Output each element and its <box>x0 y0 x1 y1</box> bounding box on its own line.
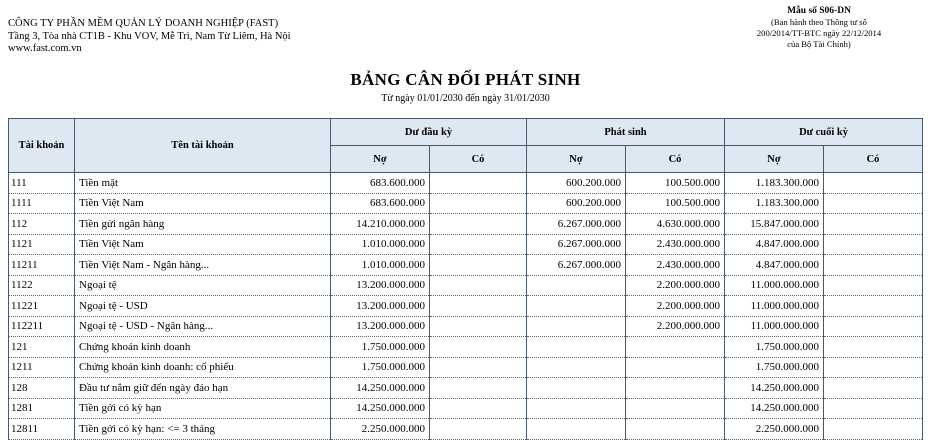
cell-closing-credit <box>824 193 923 214</box>
company-info <box>8 18 291 56</box>
cell-movement-credit: 100.500.000 <box>626 193 725 214</box>
cell-opening-credit <box>430 275 527 296</box>
cell-movement-credit <box>626 419 725 440</box>
cell-opening-debit: 14.210.000.000 <box>331 214 430 235</box>
cell-closing-credit <box>824 419 923 440</box>
cell-account: 1122 <box>9 275 75 296</box>
header-closing-balance[interactable]: Dư cuối kỳ <box>725 119 923 146</box>
cell-movement-credit: 2.200.000.000 <box>626 275 725 296</box>
cell-closing-debit: 1.183.300.000 <box>725 193 824 214</box>
cell-opening-debit: 14.250.000.000 <box>331 398 430 419</box>
cell-account: 12811 <box>9 419 75 440</box>
table-row[interactable] <box>9 296 923 317</box>
cell-opening-credit <box>430 234 527 255</box>
table-header <box>9 119 923 173</box>
header-movement-credit[interactable]: Có <box>626 146 725 173</box>
table-row[interactable] <box>9 234 923 255</box>
header-opening-credit[interactable]: Có <box>430 146 527 173</box>
cell-opening-debit: 14.250.000.000 <box>331 378 430 399</box>
table-row[interactable] <box>9 193 923 214</box>
cell-closing-debit: 14.250.000.000 <box>725 398 824 419</box>
cell-account-name: Chứng khoán kinh doanh: cổ phiếu <box>75 357 331 378</box>
cell-movement-debit <box>527 419 626 440</box>
balance-table <box>8 118 923 440</box>
cell-account: 1211 <box>9 357 75 378</box>
cell-movement-debit <box>527 316 626 337</box>
cell-account-name: Chứng khoán kinh doanh <box>75 337 331 358</box>
cell-movement-credit <box>626 357 725 378</box>
form-info <box>724 6 914 50</box>
table-row[interactable] <box>9 173 923 194</box>
cell-account-name: Ngoại tệ - USD <box>75 296 331 317</box>
cell-movement-credit: 2.430.000.000 <box>626 255 725 276</box>
cell-closing-debit: 2.250.000.000 <box>725 419 824 440</box>
cell-movement-debit: 6.267.000.000 <box>527 214 626 235</box>
cell-closing-debit: 11.000.000.000 <box>725 316 824 337</box>
cell-movement-debit <box>527 337 626 358</box>
cell-movement-debit <box>527 357 626 378</box>
cell-movement-debit: 6.267.000.000 <box>527 255 626 276</box>
cell-account: 112211 <box>9 316 75 337</box>
cell-closing-credit <box>824 378 923 399</box>
cell-account: 11211 <box>9 255 75 276</box>
form-line-1: (Ban hành theo Thông tư số <box>771 17 867 27</box>
cell-account: 1121 <box>9 234 75 255</box>
cell-account: 128 <box>9 378 75 399</box>
cell-movement-credit: 4.630.000.000 <box>626 214 725 235</box>
cell-movement-debit: 600.200.000 <box>527 173 626 194</box>
cell-account-name: Tiền gởi có kỳ hạn <box>75 398 331 419</box>
cell-account-name: Tiền Việt Nam <box>75 234 331 255</box>
cell-opening-credit <box>430 255 527 276</box>
table-body <box>9 173 923 440</box>
cell-opening-credit <box>430 357 527 378</box>
cell-closing-debit: 4.847.000.000 <box>725 255 824 276</box>
cell-closing-credit <box>824 398 923 419</box>
table-row[interactable] <box>9 337 923 358</box>
cell-movement-credit <box>626 378 725 399</box>
cell-closing-debit: 4.847.000.000 <box>725 234 824 255</box>
cell-closing-credit <box>824 316 923 337</box>
cell-account: 121 <box>9 337 75 358</box>
cell-opening-debit: 1.010.000.000 <box>331 234 430 255</box>
header-closing-credit[interactable]: Có <box>824 146 923 173</box>
cell-opening-credit <box>430 296 527 317</box>
table-row[interactable] <box>9 357 923 378</box>
cell-closing-credit <box>824 275 923 296</box>
report-period: Từ ngày 01/01/2030 đến ngày 31/01/2030 <box>381 93 550 104</box>
header-opening-debit[interactable]: Nợ <box>331 146 430 173</box>
cell-movement-debit <box>527 378 626 399</box>
cell-movement-debit <box>527 296 626 317</box>
cell-movement-credit: 2.430.000.000 <box>626 234 725 255</box>
cell-opening-debit: 683.600.000 <box>331 193 430 214</box>
cell-account: 111 <box>9 173 75 194</box>
table-row[interactable] <box>9 214 923 235</box>
cell-movement-debit <box>527 275 626 296</box>
cell-opening-debit: 1.750.000.000 <box>331 337 430 358</box>
header-opening-balance[interactable]: Dư đầu kỳ <box>331 119 527 146</box>
cell-closing-debit: 1.750.000.000 <box>725 337 824 358</box>
cell-movement-debit: 6.267.000.000 <box>527 234 626 255</box>
table-row[interactable] <box>9 398 923 419</box>
cell-closing-credit <box>824 255 923 276</box>
table-row[interactable] <box>9 316 923 337</box>
company-name: CÔNG TY PHẦN MỀM QUẢN LÝ DOANH NGHIỆP (FAST) <box>8 18 279 29</box>
header-movement[interactable]: Phát sinh <box>527 119 725 146</box>
form-line-2: 200/2014/TT-BTC ngày 22/12/2014 <box>756 28 882 38</box>
cell-closing-debit: 15.847.000.000 <box>725 214 824 235</box>
company-website: www.fast.com.vn <box>8 43 82 54</box>
cell-movement-credit: 2.200.000.000 <box>626 296 725 317</box>
cell-opening-credit <box>430 316 527 337</box>
cell-account-name: Ngoại tệ - USD - Ngân hàng... <box>75 316 331 337</box>
cell-account-name: Tiền Việt Nam - Ngân hàng... <box>75 255 331 276</box>
header-closing-debit[interactable]: Nợ <box>725 146 824 173</box>
cell-opening-credit <box>430 398 527 419</box>
cell-account-name: Đầu tư nắm giữ đến ngày đáo hạn <box>75 378 331 399</box>
cell-opening-credit <box>430 378 527 399</box>
cell-opening-credit <box>430 419 527 440</box>
report-title: BẢNG CÂN ĐỐI PHÁT SINH <box>350 70 581 89</box>
table-row[interactable] <box>9 419 923 440</box>
header-movement-debit[interactable]: Nợ <box>527 146 626 173</box>
cell-movement-debit: 600.200.000 <box>527 193 626 214</box>
cell-opening-debit: 13.200.000.000 <box>331 296 430 317</box>
cell-account: 1111 <box>9 193 75 214</box>
cell-movement-debit <box>527 398 626 419</box>
cell-closing-debit: 1.750.000.000 <box>725 357 824 378</box>
cell-closing-credit <box>824 296 923 317</box>
header-account-name[interactable]: Tên tài khoản <box>75 119 331 173</box>
cell-closing-debit: 14.250.000.000 <box>725 378 824 399</box>
cell-movement-credit: 100.500.000 <box>626 173 725 194</box>
cell-opening-debit: 1.010.000.000 <box>331 255 430 276</box>
cell-movement-credit: 2.200.000.000 <box>626 316 725 337</box>
cell-closing-debit: 11.000.000.000 <box>725 296 824 317</box>
cell-opening-credit <box>430 337 527 358</box>
cell-opening-credit <box>430 214 527 235</box>
cell-opening-debit: 2.250.000.000 <box>331 419 430 440</box>
cell-closing-debit: 1.183.300.000 <box>725 173 824 194</box>
cell-opening-debit: 13.200.000.000 <box>331 275 430 296</box>
cell-closing-credit <box>824 234 923 255</box>
cell-closing-credit <box>824 357 923 378</box>
table-row[interactable] <box>9 378 923 399</box>
cell-closing-credit <box>824 214 923 235</box>
cell-movement-credit <box>626 398 725 419</box>
form-line-3: của Bộ Tài Chính) <box>787 39 851 49</box>
cell-account-name: Tiền mặt <box>75 173 331 194</box>
cell-closing-debit: 11.000.000.000 <box>725 275 824 296</box>
cell-closing-credit <box>824 173 923 194</box>
cell-closing-credit <box>824 337 923 358</box>
company-address: Tầng 3, Tòa nhà CT1B - Khu VOV, Mễ Trì, Nam Từ Liêm, Hà Nội <box>8 30 291 42</box>
cell-movement-credit <box>626 337 725 358</box>
cell-opening-credit <box>430 173 527 194</box>
header-account[interactable]: Tài khoản <box>9 119 75 173</box>
cell-account-name: Tiền Việt Nam <box>75 193 331 214</box>
cell-opening-debit: 683.600.000 <box>331 173 430 194</box>
cell-account: 11221 <box>9 296 75 317</box>
cell-account: 1281 <box>9 398 75 419</box>
cell-opening-credit <box>430 193 527 214</box>
form-code: Mẫu số S06-DN <box>787 6 851 16</box>
cell-opening-debit: 13.200.000.000 <box>331 316 430 337</box>
table-row[interactable] <box>9 275 923 296</box>
cell-opening-debit: 1.750.000.000 <box>331 357 430 378</box>
cell-account-name: Ngoại tệ <box>75 275 331 296</box>
table-row[interactable] <box>9 255 923 276</box>
cell-account: 112 <box>9 214 75 235</box>
cell-account-name: Tiền gửi ngân hàng <box>75 214 331 235</box>
cell-account-name: Tiền gởi có kỳ hạn: <= 3 tháng <box>75 419 331 440</box>
